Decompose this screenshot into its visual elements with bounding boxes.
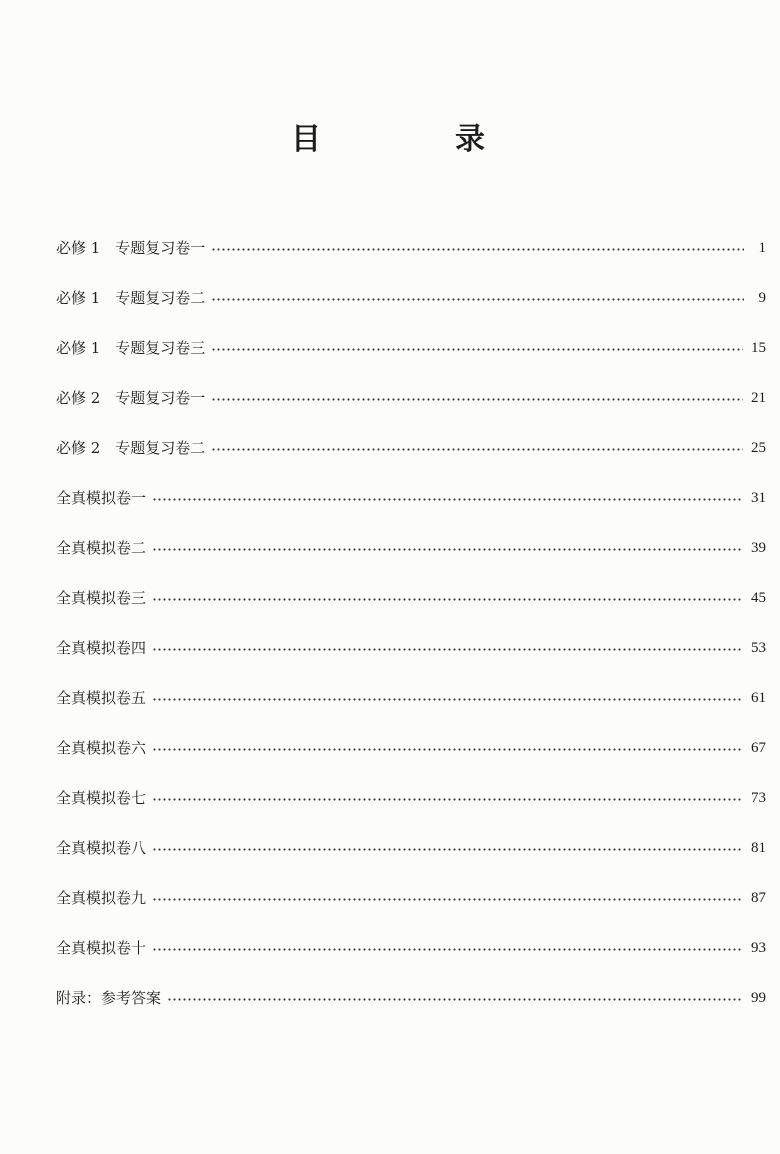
dot-leader (152, 748, 743, 751)
toc-entry-label: 全真模拟卷九 (56, 889, 147, 907)
toc-entry-label: 全真模拟卷十 (56, 939, 147, 957)
toc-page-number: 67 (751, 740, 766, 756)
dot-leader (152, 948, 743, 951)
toc-page-number: 1 (758, 240, 766, 256)
dot-leader (152, 848, 743, 851)
toc-page-number: 21 (751, 390, 766, 406)
toc-page-number: 99 (751, 990, 766, 1006)
toc-entry-label: 必修 2 专题复习卷一 (56, 389, 206, 407)
dot-leader (152, 598, 743, 601)
toc-entry (56, 973, 766, 1023)
toc-page-number: 25 (751, 440, 766, 456)
dot-leader (211, 248, 744, 251)
toc-entry-label: 全真模拟卷五 (56, 689, 147, 707)
dot-leader (211, 298, 744, 301)
toc-page-number: 81 (751, 840, 766, 856)
toc-entry-label: 附录：参考答案 (56, 989, 162, 1007)
dot-leader (211, 398, 743, 401)
toc-entry (56, 823, 766, 873)
dot-leader (152, 548, 743, 551)
toc-page-number: 61 (751, 690, 766, 706)
toc-entry (56, 223, 766, 273)
toc-entry-label: 全真模拟卷二 (56, 539, 147, 557)
dot-leader (152, 698, 743, 701)
dot-leader (152, 648, 743, 651)
toc-entry-label: 必修 2 专题复习卷二 (56, 439, 206, 457)
toc-entry (56, 773, 766, 823)
toc-page-number: 73 (751, 790, 766, 806)
toc-page-number: 9 (758, 290, 766, 306)
toc-entry-label: 全真模拟卷四 (56, 639, 147, 657)
toc-page-number: 93 (751, 940, 766, 956)
table-of-contents (56, 223, 766, 1023)
toc-entry (56, 523, 766, 573)
toc-page-number: 87 (751, 890, 766, 906)
dot-leader (152, 798, 743, 801)
dot-leader (211, 448, 743, 451)
dot-leader (167, 998, 743, 1001)
dot-leader (152, 898, 743, 901)
toc-entry (56, 923, 766, 973)
toc-entry (56, 573, 766, 623)
toc-page-number: 39 (751, 540, 766, 556)
toc-entry-label: 全真模拟卷八 (56, 839, 147, 857)
toc-entry (56, 873, 766, 923)
toc-entry-label: 全真模拟卷三 (56, 589, 147, 607)
toc-entry (56, 623, 766, 673)
dot-leader (211, 348, 743, 351)
toc-entry-label: 必修 1 专题复习卷三 (56, 339, 206, 357)
dot-leader (152, 498, 743, 501)
toc-entry (56, 473, 766, 523)
toc-page-number: 31 (751, 490, 766, 506)
toc-entry-label: 必修 1 专题复习卷二 (56, 289, 206, 307)
toc-entry (56, 273, 766, 323)
toc-entry (56, 373, 766, 423)
toc-entry (56, 673, 766, 723)
toc-page-number: 15 (751, 340, 766, 356)
toc-entry (56, 323, 766, 373)
toc-entry-label: 必修 1 专题复习卷一 (56, 239, 206, 257)
toc-entry-label: 全真模拟卷七 (56, 789, 147, 807)
toc-entry-label: 全真模拟卷一 (56, 489, 147, 507)
toc-entry (56, 423, 766, 473)
toc-page-number: 45 (751, 590, 766, 606)
toc-entry (56, 723, 766, 773)
toc-page-number: 53 (751, 640, 766, 656)
page-title: 目 录 (291, 122, 537, 157)
toc-entry-label: 全真模拟卷六 (56, 739, 147, 757)
